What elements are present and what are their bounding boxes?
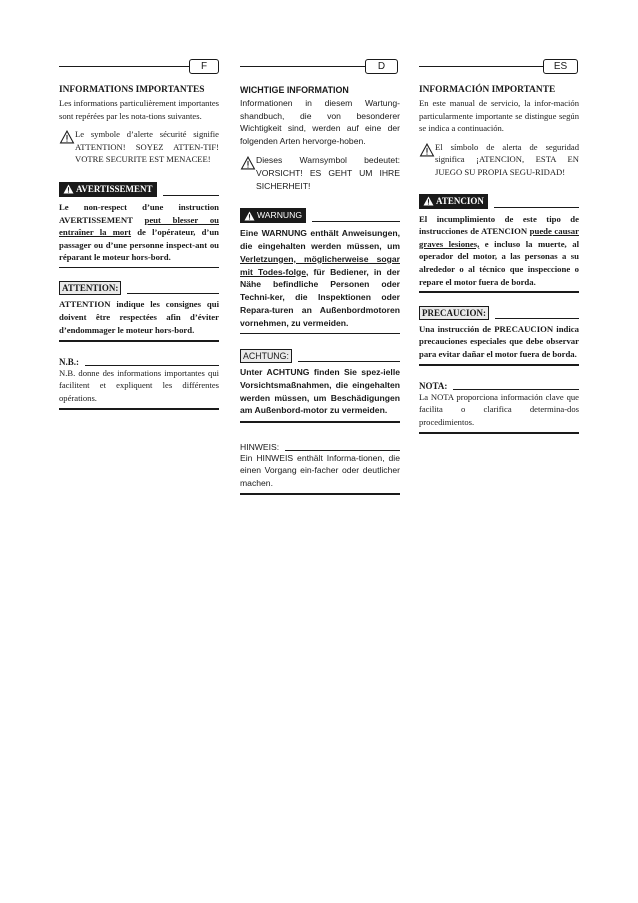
fr-warning-header: [59, 180, 219, 197]
es-note-line: [453, 389, 579, 390]
fr-note-rule: [59, 408, 219, 409]
de-title: WICHTIGE INFORMATION: [240, 85, 349, 95]
de-caution-box: [240, 349, 292, 363]
warning-triangle-icon: [423, 196, 434, 206]
de-note-label: HINWEIS:: [240, 441, 280, 452]
fr-caution-line: [127, 293, 219, 294]
fr-warning-line: [163, 195, 219, 196]
fr-warning-underlined: peut blesser ou entraîner la mort: [59, 214, 219, 238]
fr-symbol-note: [59, 128, 219, 166]
es-title: INFORMACIÓN IMPORTANTE: [419, 85, 556, 95]
es-caution-label: PRECAUCION:: [422, 307, 486, 318]
es-warning-header: [419, 192, 579, 209]
de-caution-header: [240, 348, 400, 363]
de-warning-header: [240, 206, 400, 223]
fr-caution-header: [59, 280, 219, 295]
de-caution-label: ACHTUNG:: [243, 350, 289, 361]
de-note-text: Ein HINWEIS enthält Informa-tionen, die einen Vorgang ein-facher oder deutlicher machen.: [240, 452, 400, 488]
de-caution-text: Unter ACHTUNG finden Sie spez-ielle Vorsichtsmaßnahmen, die eingehalten werden müssen, um Beschädigungen am Außenbord-motor zu vermeiden.: [240, 366, 400, 416]
de-warning-badge: [240, 208, 306, 223]
de-symbol-note: [240, 154, 400, 192]
es-note-text: La NOTA proporciona información clave que facilita o clarifica determina-dos procedimientos.: [419, 391, 579, 427]
column-german: [240, 58, 400, 495]
de-note-header: [240, 440, 400, 452]
fr-intro: Les informations particulièrement importantes sont repérées par les nota-tions suivantes.: [59, 98, 219, 121]
warning-triangle-icon: [419, 143, 435, 157]
fr-note-text: N.B. donne des informations importantes qui facilitent et expliquent les différentes opérations.: [59, 367, 219, 403]
de-note-line: [285, 450, 400, 451]
warning-triangle-icon: [240, 156, 256, 170]
warning-triangle-icon: [244, 211, 255, 221]
es-warning-label: ATENCION: [436, 195, 484, 206]
es-warning-badge: [419, 194, 488, 209]
es-caution-header: [419, 305, 579, 320]
fr-caution-text: ATTENTION indique les consignes qui doivent être respectées afin d’éviter d’endommager le moteur hors-bord.: [59, 299, 219, 335]
es-warning-underlined: puede causar graves lesiones,: [419, 226, 579, 249]
de-warning-underlined: Verletzungen, möglicherweise sogar mit Todes-folge,: [240, 253, 400, 277]
es-symbol-text: El símbolo de alerta de seguridad significa ¡ATENCION, ESTA EN JUEGO SU PROPIA SEGU-RIDAD!: [435, 141, 579, 177]
fr-title: INFORMATIONS IMPORTANTES: [59, 85, 205, 95]
column-spanish: [419, 58, 579, 434]
fr-warning-badge: [59, 182, 157, 197]
de-warning-label: WARNUNG: [257, 210, 303, 221]
es-symbol-note: [419, 141, 579, 179]
column-french: [59, 58, 219, 410]
de-symbol-text: Dieses Warnsymbol bedeutet: VORSICHT! ES GEHT UM IHRE SICHERHEIT!: [256, 155, 400, 191]
tab-es: ES: [543, 59, 578, 74]
es-intro: En este manual de servicio, la infor-mación particularmente importante se distingue según se indica a continuación.: [419, 98, 579, 134]
fr-note-label: N.B.:: [59, 356, 79, 367]
fr-symbol-text: Le symbole d’alerte sécurité signifie ATTENTION! SOYEZ ATTEN-TIF! VOTRE SECURITE EST MENACEE!: [75, 129, 219, 165]
de-warning-text: Eine WARNUNG enthält Anweisungen, die eingehalten werden müssen, um Verletzungen, möglicherweise sogar mit Todes-folge, für Bediener, in der Nähe befindliche Personen oder Techni-ker, die Inspektionen oder Repara-turen an Außenbordmotoren vornehmen, zu vermeiden.: [240, 228, 400, 328]
de-warning-line: [312, 221, 400, 222]
warning-triangle-icon: [63, 184, 74, 194]
es-caution-text: Una instrucción de PRECAUCION indica precauciones especiales que debe observar para evitar dañar el motor fuera de borda.: [419, 323, 579, 359]
tab-f: F: [189, 59, 219, 74]
es-caution-line: [495, 318, 579, 319]
es-note-header: [419, 379, 579, 391]
fr-warning-label: AVERTISSEMENT: [76, 183, 153, 194]
tab-d: D: [365, 59, 398, 74]
fr-note-line: [85, 365, 219, 366]
fr-caution-box: [59, 281, 121, 295]
es-note-rule: [419, 432, 579, 433]
fr-caution-label: ATTENTION:: [62, 283, 119, 294]
es-warning-line: [494, 207, 579, 208]
es-warning-text: El incumplimiento de este tipo de instrucciones de ATENCION puede causar graves lesiones, e incluso la muerte, al operador del motor, a las personas a su alrededor o al técnico que inspeccione o repare el motor fuera de borda.: [419, 213, 579, 287]
warning-triangle-icon: [59, 130, 75, 144]
fr-note-header: [59, 355, 219, 367]
es-caution-box: [419, 306, 489, 320]
de-note-rule: [240, 493, 400, 494]
es-note-label: NOTA:: [419, 380, 448, 391]
de-caution-line: [298, 361, 400, 362]
de-intro: Informationen in diesem Wartung-shandbuch, die von besonderer Wichtigkeit sind, werden auf eine der folgenden Arten hervorge-hoben.: [240, 98, 400, 146]
fr-warning-text: Le non-respect d’une instruction AVERTISSEMENT peut blesser ou entraîner la mort de l’opérateur, d’un passager ou d’une personne inspect-ant ou réparant le moteur hors-bord.: [59, 201, 219, 263]
